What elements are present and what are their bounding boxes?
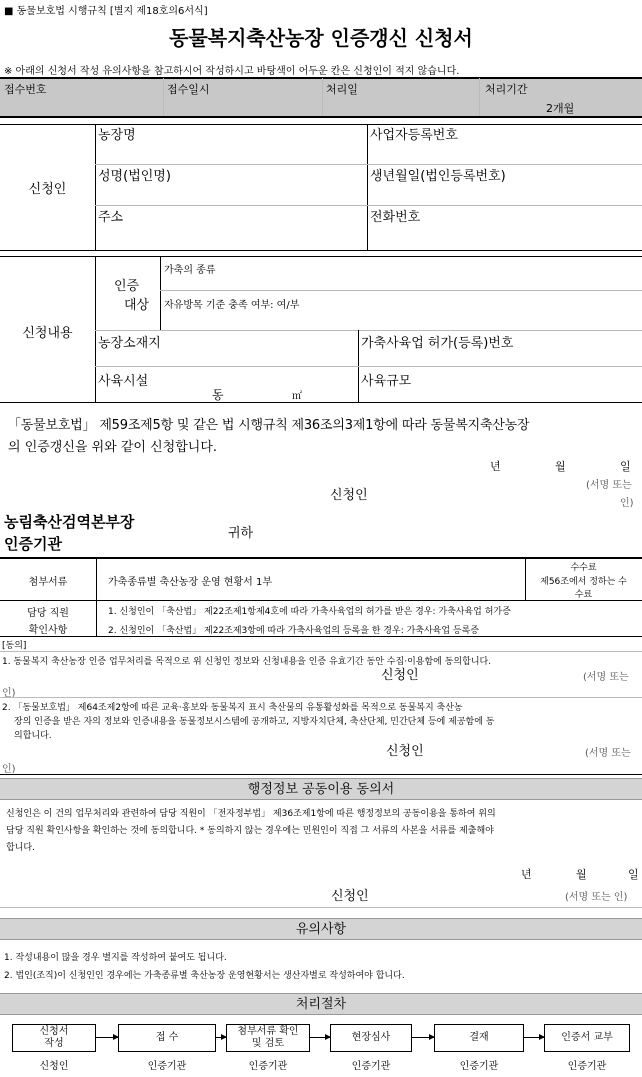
applicant-name-field[interactable]: 성명(법인명): [98, 169, 171, 184]
procedure-actor-3: 인증기관: [248, 1061, 288, 1072]
applicant-section-label: 신청인: [28, 182, 67, 197]
consent-sign-note-1a: (서명 또는: [583, 672, 629, 683]
consent-item-2-line-1: 2. 「동물보호법」 제64조제2항에 따른 교육·홍보와 동물복지 표시 축산물의 유통활성화를 목적으로 동물복지 축산농: [2, 703, 463, 713]
consent-sign-note-2b: 인): [2, 764, 16, 775]
signer-label: 신청인: [330, 488, 368, 503]
procedure-step-5: 결재: [434, 1024, 524, 1052]
procedure-step-2: 접 수: [118, 1024, 216, 1052]
arrow-icon: [310, 1037, 330, 1038]
notice-text: ※ 아래의 신청서 작성 유의사항을 참고하시어 작성하시고 바탕색이 어두운 칸은 신청인이 적지 않습니다.: [4, 66, 460, 77]
business-reg-number-field[interactable]: 사업자등록번호: [370, 128, 458, 143]
admin-consent-line-2: 담당 직원 확인사항을 확인하는 것에 동의합니다. * 동의하지 않는 경우에는 민원인이 직접 그 서류의 사본을 서류를 제출해야: [6, 826, 494, 836]
consent-item-1: 1. 동물복지 축산농장 인증 업무처리를 목적으로 위 신청인 정보와 신청내용을 인증 유효기간 동안 수집·이용함에 동의합니다.: [2, 657, 492, 667]
date-year: 년: [490, 460, 501, 473]
page-title: 동물복지축산농장 인증갱신 신청서: [169, 26, 473, 50]
application-section-label: 신청내용: [22, 326, 73, 341]
procedure-step-1: 신청서 작성: [12, 1024, 96, 1052]
cert-target-label-2: 대상: [124, 298, 150, 313]
processing-period-label: 처리기간: [485, 83, 528, 96]
recipient-line-1: 농림축산검역본부장: [4, 513, 135, 531]
cert-target-label-1: 인증: [114, 279, 140, 294]
consent-item-2-line-2: 장의 인증을 받은 자의 정보와 인증내용을 동물정보시스템에 공개하고, 지방자치단체, 축산단체, 민간단체 등에 제공함에 동: [14, 717, 495, 727]
address-field[interactable]: 주소: [98, 210, 124, 225]
consent-sign-note-2a: (서명 또는: [585, 748, 631, 759]
procedure-actor-4: 인증기관: [351, 1061, 391, 1072]
admin-consent-line-1: 신청인은 이 건의 업무처리와 관련하여 담당 직원이 「전자정부법」 제36조제1항에 따른 행정정보의 공동이용을 통하여 위의: [6, 809, 496, 819]
free-range-field[interactable]: 자유방목 기준 충족 여부: 여/부: [164, 300, 300, 311]
recipient-line-2: 인증기관: [4, 535, 62, 553]
farm-name-field[interactable]: 농장명: [98, 128, 136, 143]
receipt-date-label: 접수일시: [167, 83, 210, 96]
date-month: 월: [555, 460, 566, 473]
processing-period-value: 2개월: [546, 102, 575, 115]
livestock-type-field[interactable]: 가축의 종류: [164, 265, 216, 276]
arrow-icon: [412, 1037, 434, 1038]
sign-note-1: (서명 또는: [586, 480, 632, 491]
fee-label: 수수료: [570, 563, 597, 573]
admin-date-year: 년: [521, 868, 532, 881]
official-check-item-2: 2. 신청인이 「축산법」 제22조제3항에 따라 가축사육업의 등록을 한 경우: 가축사육업 등록증: [108, 626, 480, 636]
arrow-icon: [524, 1037, 544, 1038]
admin-consent-title: 행정정보 공동이용 동의서: [0, 778, 642, 800]
procedure-step-3: 첨부서류 확인 및 검토: [226, 1024, 310, 1052]
admin-consent-sign-note: (서명 또는 인): [565, 892, 628, 903]
date-day: 일: [620, 460, 631, 473]
statement-line-2: 의 인증갱신을 위와 같이 신청합니다.: [8, 440, 218, 455]
consent-sign-note-1b: 인): [2, 688, 16, 699]
notes-item-1: 1. 작성내용이 많을 경우 별지를 작성하여 붙여도 됩니다.: [4, 953, 227, 963]
farm-location-field[interactable]: 농장소재지: [98, 336, 161, 351]
admin-date-month: 월: [576, 868, 587, 881]
procedure-actor-6: 인증기관: [567, 1061, 607, 1072]
processed-date-label: 처리일: [326, 83, 358, 96]
procedure-step-6: 인증서 교부: [544, 1024, 630, 1052]
procedure-actor-2: 인증기관: [147, 1061, 187, 1072]
procedure-actor-1: 신청인: [39, 1061, 69, 1072]
official-check-item-1: 1. 신청인이 「축산법」 제22조제1항제4호에 따라 가축사육업의 허가를 받은 경우: 가축사육업 허가증: [108, 607, 511, 617]
admin-consent-signer: 신청인: [331, 889, 369, 904]
recipient-suffix: 귀하: [228, 526, 254, 541]
procedure-title: 처리절차: [0, 993, 642, 1015]
phone-field[interactable]: 전화번호: [370, 210, 421, 225]
admin-consent-line-3: 합니다.: [6, 843, 35, 853]
receipt-number-label: 접수번호: [4, 83, 47, 96]
consent-signer-2: 신청인: [386, 744, 424, 759]
consent-signer-1: 신청인: [381, 668, 419, 683]
livestock-license-field[interactable]: 가축사육업 허가(등록)번호: [361, 336, 514, 351]
rearing-scale-field[interactable]: 사육규모: [361, 374, 412, 389]
attachments-label: 첨부서류: [28, 577, 68, 588]
facilities-unit-building: 동: [212, 388, 224, 402]
consent-item-2-line-3: 의합니다.: [14, 731, 52, 741]
form-reference: ■ 동물보호법 시행규칙 [별지 제18호의6서식]: [4, 6, 208, 17]
attachments-value: 가축종류별 축산농장 운영 현황서 1부: [108, 577, 272, 588]
notes-title: 유의사항: [0, 918, 642, 940]
sign-note-2: 인): [620, 498, 634, 509]
fee-value-2: 수료: [574, 590, 593, 600]
admin-date-day: 일: [628, 868, 639, 881]
facilities-unit-area: ㎡: [292, 391, 302, 402]
notes-item-2: 2. 법인(조직)이 신청인인 경우에는 가축종류별 축산농장 운영현황서는 생산자별로 작성하여야 합니다.: [4, 971, 405, 981]
fee-value-1: 제56조에서 정하는 수: [540, 577, 627, 587]
procedure-step-4: 현장심사: [330, 1024, 412, 1052]
consent-header: [동의]: [2, 641, 27, 651]
official-check-label-2: 확인사항: [28, 625, 68, 636]
arrow-icon: [96, 1037, 118, 1038]
birth-date-field[interactable]: 생년월일(법인등록번호): [370, 169, 506, 184]
arrow-icon: [216, 1037, 226, 1038]
procedure-actor-5: 인증기관: [459, 1061, 499, 1072]
statement-line-1: 「동물보호법」 제59조제5항 및 같은 법 시행규칙 제36조의3제1항에 따라 동물복지축산농장: [8, 418, 530, 433]
official-check-label-1: 담당 직원: [27, 608, 69, 619]
facilities-field[interactable]: 사육시설: [98, 374, 149, 389]
